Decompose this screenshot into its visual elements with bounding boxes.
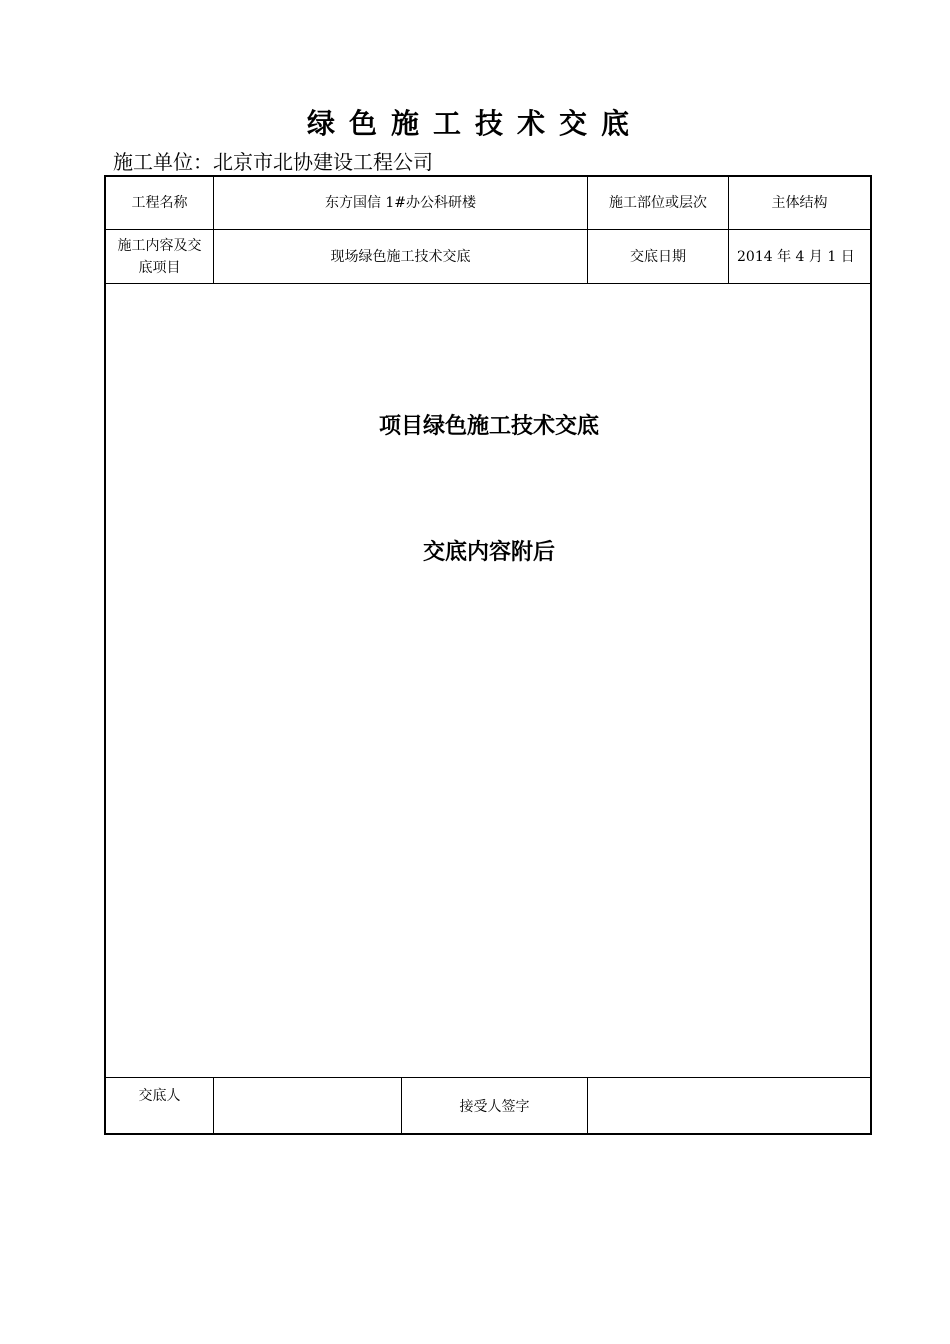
content-label: [106, 230, 213, 283]
document-title: 绿色施工技术交底: [306, 107, 643, 140]
location-label: 施工部位或层次: [609, 195, 707, 211]
date-label: 交底日期: [630, 248, 686, 265]
content-value: 现场绿色施工技术交底: [330, 248, 471, 265]
date-value: 2014 年 4 月 1 日: [737, 248, 855, 265]
project-name-label: 工程名称: [131, 195, 188, 211]
disclosure-form-table: [104, 175, 872, 1135]
content-label-line2: 底项目: [138, 259, 181, 276]
project-name-value: 东方国信 1#办公科研楼: [324, 195, 477, 211]
location-value: 主体结构: [771, 195, 828, 211]
row-divider: [106, 283, 870, 284]
body-subheading: 交底内容附后: [422, 540, 555, 565]
content-label-line1: 施工内容及交: [117, 237, 202, 254]
discloser-signature-field[interactable]: [214, 1078, 401, 1135]
body-heading: 项目绿色施工技术交底: [378, 414, 599, 439]
receiver-signature-field[interactable]: [588, 1078, 870, 1135]
receiver-label: 接受人签字: [459, 1099, 530, 1115]
construction-unit: 施工单位：北京市北协建设工程公司: [113, 150, 433, 174]
discloser-label: 交底人: [138, 1088, 181, 1104]
